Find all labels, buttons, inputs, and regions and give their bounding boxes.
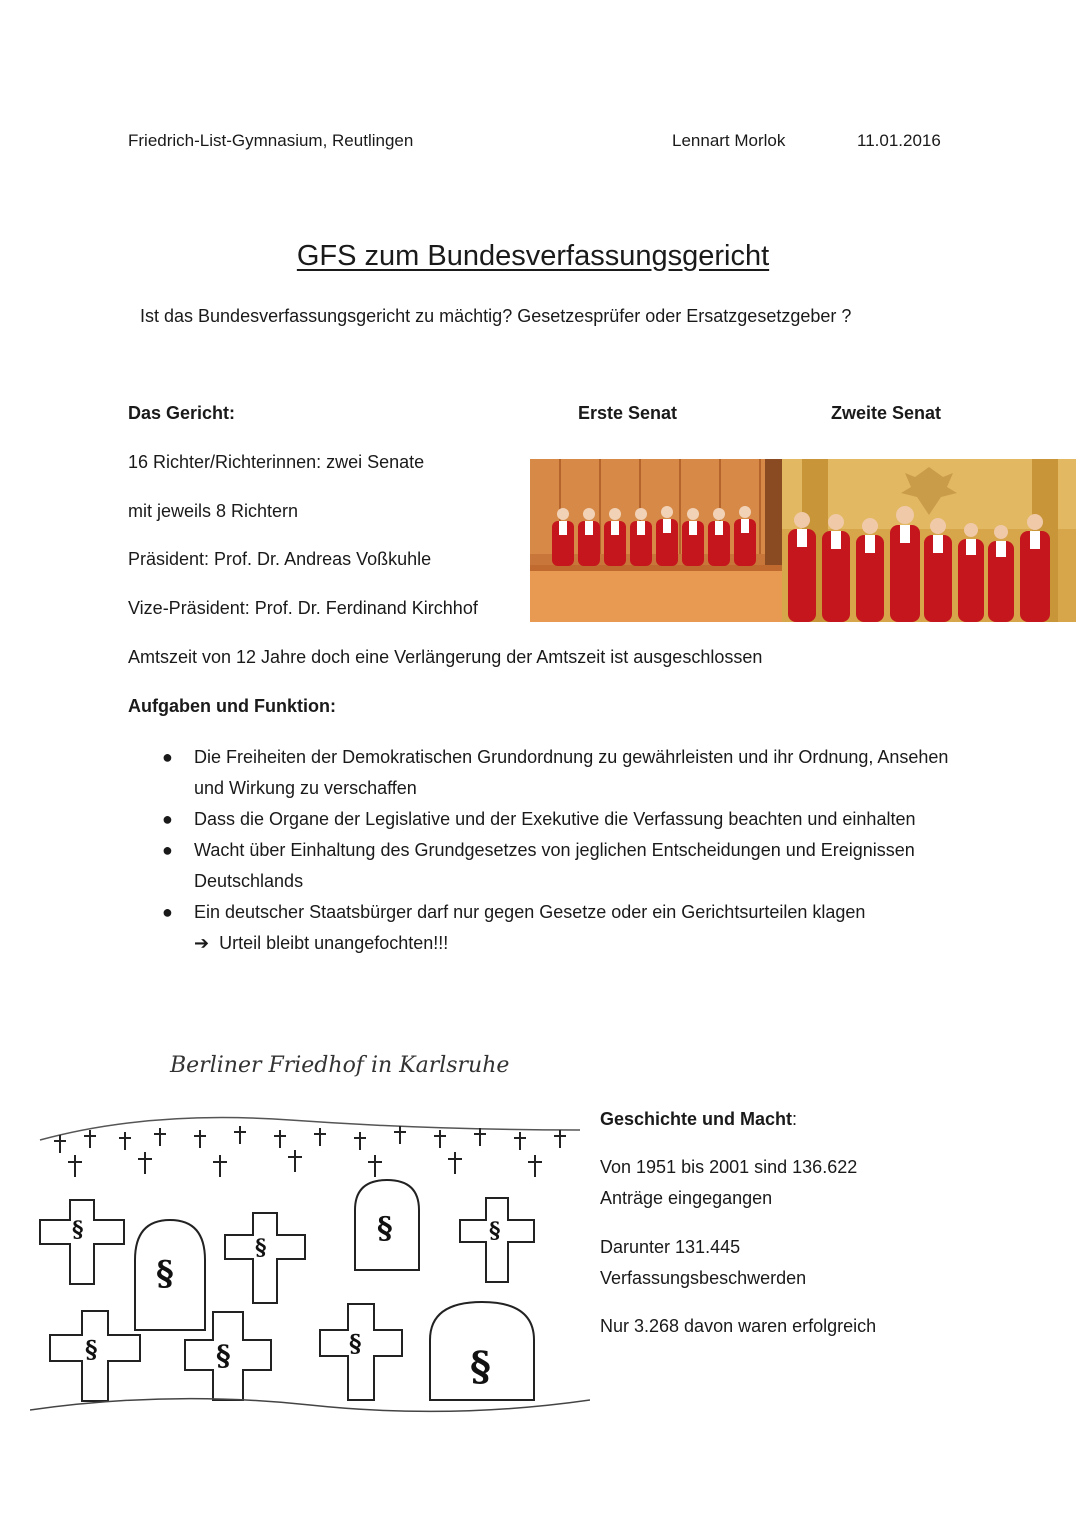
arrow-right-icon: ➔ xyxy=(194,933,210,953)
author-name: Lennart Morlok xyxy=(672,131,786,150)
court-line-term: Amtszeit von 12 Jahre doch eine Verlängerung der Amtszeit ist ausgeschlossen xyxy=(128,647,763,667)
history-complaints-cont: Verfassungsbeschwerden xyxy=(600,1268,807,1288)
history-successful: Nur 3.268 davon waren erfolgreich xyxy=(600,1316,877,1336)
cartoon-caption: Berliner Friedhof in Karlsruhe xyxy=(170,1053,510,1078)
list-item: ● Ein deutscher Staatsbürger darf nur gegen Gesetze oder ein Gerichtsurteilen klagen xyxy=(128,897,968,928)
history-heading: Geschichte und Macht: xyxy=(600,1109,798,1129)
history-applications: Von 1951 bis 2001 sind 136.622 xyxy=(600,1157,858,1177)
page-subtitle: Ist das Bundesverfassungsgericht zu mächtig? Gesetzesprüfer oder Ersatzgesetzgeber ? xyxy=(140,306,852,326)
list-item: ● Die Freiheiten der Demokratischen Grundordnung zu gewährleisten und ihr Ordnung, Ansehen und Wirkung zu verschaffen xyxy=(128,742,968,804)
bullet-icon: ● xyxy=(162,809,173,829)
cemetery-cartoon xyxy=(30,1040,590,1420)
list-item: ● Wacht über Einhaltung des Grundgesetzes von jeglichen Entscheidungen und Ereignissen Deutschlands xyxy=(128,835,968,897)
bullet-icon: ● xyxy=(162,840,173,860)
senate1-label: Erste Senat xyxy=(578,403,678,423)
tasks-heading: Aufgaben und Funktion: xyxy=(128,696,336,716)
paragraph-symbol-icon: § xyxy=(216,1339,231,1372)
court-heading: Das Gericht: xyxy=(128,403,236,423)
paragraph-symbol-icon: § xyxy=(72,1217,84,1243)
history-applications-cont: Anträge eingegangen xyxy=(600,1188,773,1208)
list-item: ● Dass die Organe der Legislative und der Exekutive die Verfassung beachten und einhalten xyxy=(128,804,968,835)
paragraph-symbol-icon: § xyxy=(377,1211,393,1246)
court-line-president: Präsident: Prof. Dr. Andreas Voßkuhle xyxy=(128,549,432,569)
tasks-list xyxy=(128,742,968,959)
arrow-conclusion: ➔ Urteil bleibt unangefochten!!! xyxy=(194,933,449,953)
school-name: Friedrich-List-Gymnasium, Reutlingen xyxy=(128,131,414,150)
paragraph-symbol-icon: § xyxy=(349,1329,362,1358)
paragraph-symbol-icon: § xyxy=(85,1335,98,1364)
second-senate-photo xyxy=(782,459,1076,622)
document-date: 11.01.2016 xyxy=(857,131,941,150)
paragraph-symbol-icon: § xyxy=(255,1235,267,1261)
paragraph-symbol-icon: § xyxy=(470,1343,491,1390)
senate2-label: Zweite Senat xyxy=(831,403,942,423)
paragraph-symbol-icon: § xyxy=(489,1218,501,1244)
paragraph-symbol-icon: § xyxy=(156,1254,174,1294)
court-line-vice-president: Vize-Präsident: Prof. Dr. Ferdinand Kirchhof xyxy=(128,598,478,618)
court-line-senates: mit jeweils 8 Richtern xyxy=(128,501,299,521)
court-line-judges: 16 Richter/Richterinnen: zwei Senate xyxy=(128,452,425,472)
bullet-icon: ● xyxy=(162,902,173,922)
first-senate-photo xyxy=(530,459,782,622)
page-title: GFS zum Bundesverfassungsgericht xyxy=(296,240,770,272)
bullet-icon: ● xyxy=(162,747,173,767)
history-complaints: Darunter 131.445 xyxy=(600,1237,741,1257)
